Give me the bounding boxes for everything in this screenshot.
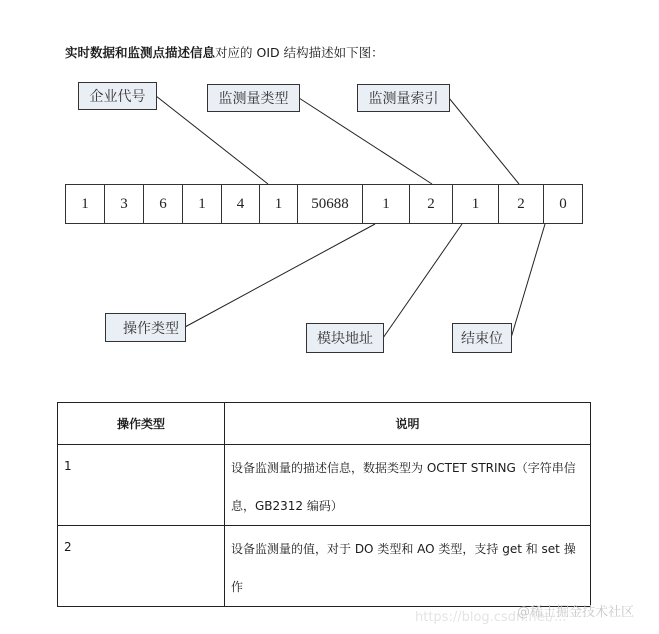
table-row: [58, 526, 591, 607]
label-end-bit: 结束位: [452, 323, 512, 353]
cell-op-type: 1: [58, 445, 225, 526]
label-op-type: 操作类型: [105, 313, 186, 342]
header-op-type: 操作类型: [58, 403, 225, 445]
line-op-type: [185, 224, 375, 327]
oid-cell: 2: [410, 185, 453, 223]
label-enterprise-code: 企业代号: [78, 82, 157, 110]
line-end-bit: [511, 224, 545, 338]
oid-cell: 6: [144, 185, 183, 223]
oid-cell: 4: [222, 185, 260, 223]
oid-row: [65, 184, 583, 224]
oid-cell: 1: [66, 185, 105, 223]
line-monitor-index: [449, 98, 519, 184]
oid-cell: 1: [453, 185, 499, 223]
oid-cell: 0: [559, 195, 567, 212]
op-type-table: [57, 402, 591, 607]
label-monitor-index: 监测量索引: [357, 84, 450, 112]
oid-cell: 1: [260, 185, 298, 223]
label-module-addr: 模块地址: [306, 323, 384, 353]
cell-description: 设备监测量的值，对于 DO 类型和 AO 类型，支持 get 和 set 操作: [225, 526, 591, 607]
intro-normal: 对应的 OID 结构描述如下图：: [215, 45, 384, 60]
oid-cell: 1: [363, 185, 410, 223]
cell-op-type: 2: [58, 526, 225, 607]
line-module-addr: [383, 224, 462, 338]
header-description: 说明: [225, 403, 591, 445]
intro-bold: 实时数据和监测点描述信息: [65, 45, 216, 60]
label-monitor-type: 监测量类型: [207, 84, 300, 112]
table-header-row: [58, 403, 591, 445]
oid-cell: 2: [499, 185, 544, 223]
watermark-url: https://blog.csdn.net/...: [415, 610, 567, 625]
table-row: [58, 445, 591, 526]
oid-cell: 50688: [298, 185, 363, 223]
oid-cell: 3: [105, 185, 144, 223]
watermark: @稀土掘金技术社区: [517, 605, 635, 620]
oid-cell: 1: [183, 185, 222, 223]
cell-description: 设备监测量的描述信息，数据类型为 OCTET STRING（字符串信息，GB2312 编码）: [225, 445, 591, 526]
